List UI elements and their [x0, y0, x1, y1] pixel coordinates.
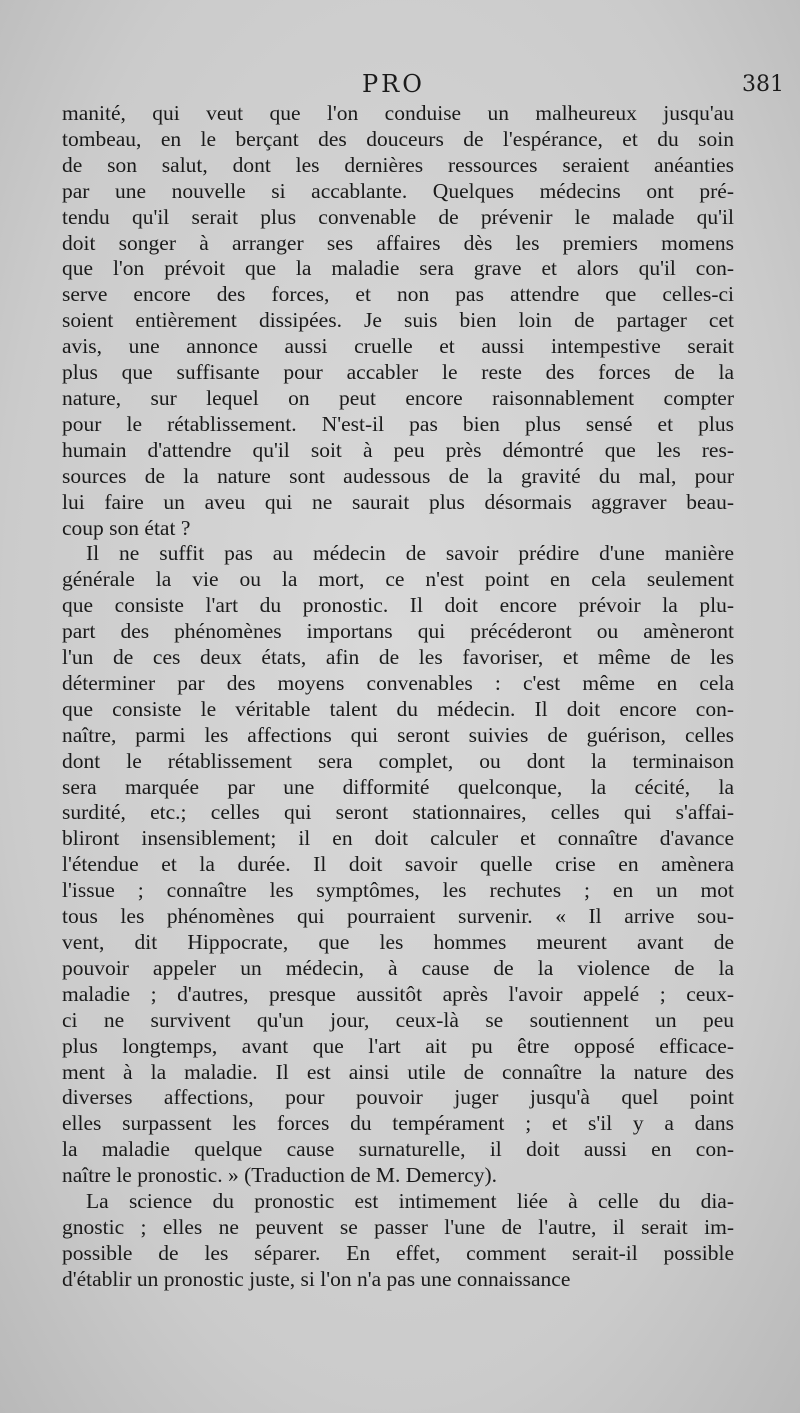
text-line: avis, une annonce aussi cruelle et aussi intempestive serait	[62, 334, 734, 359]
text-line: manité, qui veut que l'on conduise un malheureux jusqu'au	[62, 101, 734, 125]
text-line: pour le rétablissement. N'est-il pas bien plus sensé et plus	[62, 411, 734, 436]
text-line: soient entièrement dissipées. Je suis bien loin de partager cet	[62, 308, 734, 333]
text-line: tombeau, en le berçant des douceurs de l'espérance, et du soin	[62, 126, 734, 151]
text-line: sera marquée par une difformité quelconque, la cécité, la	[62, 774, 734, 799]
running-title: PRO	[362, 70, 425, 98]
text-line: d'établir un pronostic juste, si l'on n'a pas une connaissance	[62, 1266, 571, 1291]
text-line: doit songer à arranger ses affaires dès les premiers momens	[62, 230, 734, 255]
text-line: dont le rétablissement sera complet, ou dont la terminaison	[62, 748, 734, 773]
text-line: pouvoir appeler un médecin, à cause de la violence de la	[62, 955, 734, 980]
text-line: tous les phénomènes qui pourraient survenir. « Il arrive sou-	[62, 904, 734, 929]
text-line: gnostic ; elles ne peuvent se passer l'une de l'autre, il serait im-	[62, 1214, 734, 1239]
page-header	[62, 70, 800, 104]
text-line: lui faire un aveu qui ne saurait plus désormais aggraver beau-	[62, 489, 734, 514]
text-line: la maladie quelque cause surnaturelle, il doit aussi en con-	[62, 1137, 734, 1162]
text-line: déterminer par des moyens convenables : c'est même en cela	[62, 670, 734, 695]
text-line: part des phénomènes importans qui précéderont ou amèneront	[62, 619, 734, 644]
text-line: naître le pronostic. » (Traduction de M. Demercy).	[62, 1163, 498, 1188]
paragraph	[62, 541, 734, 1189]
text-line: l'un de ces deux états, afin de les favoriser, et même de les	[62, 645, 734, 670]
text-line: générale la vie ou la mort, ce n'est point en cela seulement	[62, 567, 734, 592]
text-line: surdité, etc.; celles qui seront stationnaires, celles qui s'affai-	[62, 800, 734, 825]
text-line: que l'on prévoit que la maladie sera grave et alors qu'il con-	[62, 256, 734, 281]
text-line: possible de les séparer. En effet, comment serait-il possible	[62, 1240, 734, 1265]
text-line: plus longtemps, avant que l'art ait pu être opposé efficace-	[62, 1033, 734, 1058]
page-number: 381	[742, 72, 784, 97]
text-line: Il ne suffit pas au médecin de savoir prédire d'une manière	[86, 541, 734, 566]
text-line: ment à la maladie. Il est ainsi utile de connaître la nature des	[62, 1059, 734, 1084]
text-line: de son salut, dont les dernières ressources seraient anéanties	[62, 152, 734, 177]
text-line: coup son état ?	[62, 515, 191, 540]
text-line: sources de la nature sont audessous de la gravité du mal, pour	[62, 463, 734, 488]
text-line: diverses affections, pour pouvoir juger jusqu'à quel point	[62, 1085, 734, 1110]
body-text	[62, 101, 734, 1293]
text-line: que consiste l'art du pronostic. Il doit encore prévoir la plu-	[62, 593, 734, 618]
text-line: bliront insensiblement; il en doit calculer et connaître d'avance	[62, 826, 734, 851]
text-line: nature, sur lequel on peut encore raisonnablement compter	[62, 385, 734, 410]
text-line: par une nouvelle si accablante. Quelques médecins ont pré-	[62, 178, 734, 203]
text-line: elles surpassent les forces du tempérament ; et s'il y a dans	[62, 1111, 734, 1136]
text-line: l'étendue et la durée. Il doit savoir quelle crise en amènera	[62, 852, 734, 877]
text-line: ci ne survivent qu'un jour, ceux-là se soutiennent un peu	[62, 1007, 734, 1032]
text-line: serve encore des forces, et non pas attendre que celles-ci	[62, 282, 734, 307]
paragraph	[62, 1189, 734, 1293]
text-line: La science du pronostic est intimement liée à celle du dia-	[86, 1189, 734, 1214]
text-line: plus que suffisante pour accabler le reste des forces de la	[62, 360, 734, 385]
text-line: tendu qu'il serait plus convenable de prévenir le malade qu'il	[62, 204, 734, 229]
text-line: que consiste le véritable talent du médecin. Il doit encore con-	[62, 696, 734, 721]
text-line: vent, dit Hippocrate, que les hommes meurent avant de	[62, 930, 734, 954]
text-line: maladie ; d'autres, presque aussitôt après l'avoir appelé ; ceux-	[62, 981, 734, 1006]
text-line: naître, parmi les affections qui seront suivies de guérison, celles	[62, 722, 734, 747]
paragraph	[62, 101, 734, 541]
text-line: humain d'attendre qu'il soit à peu près démontré que les res-	[62, 437, 734, 462]
text-line: l'issue ; connaître les symptômes, les rechutes ; en un mot	[62, 878, 734, 903]
